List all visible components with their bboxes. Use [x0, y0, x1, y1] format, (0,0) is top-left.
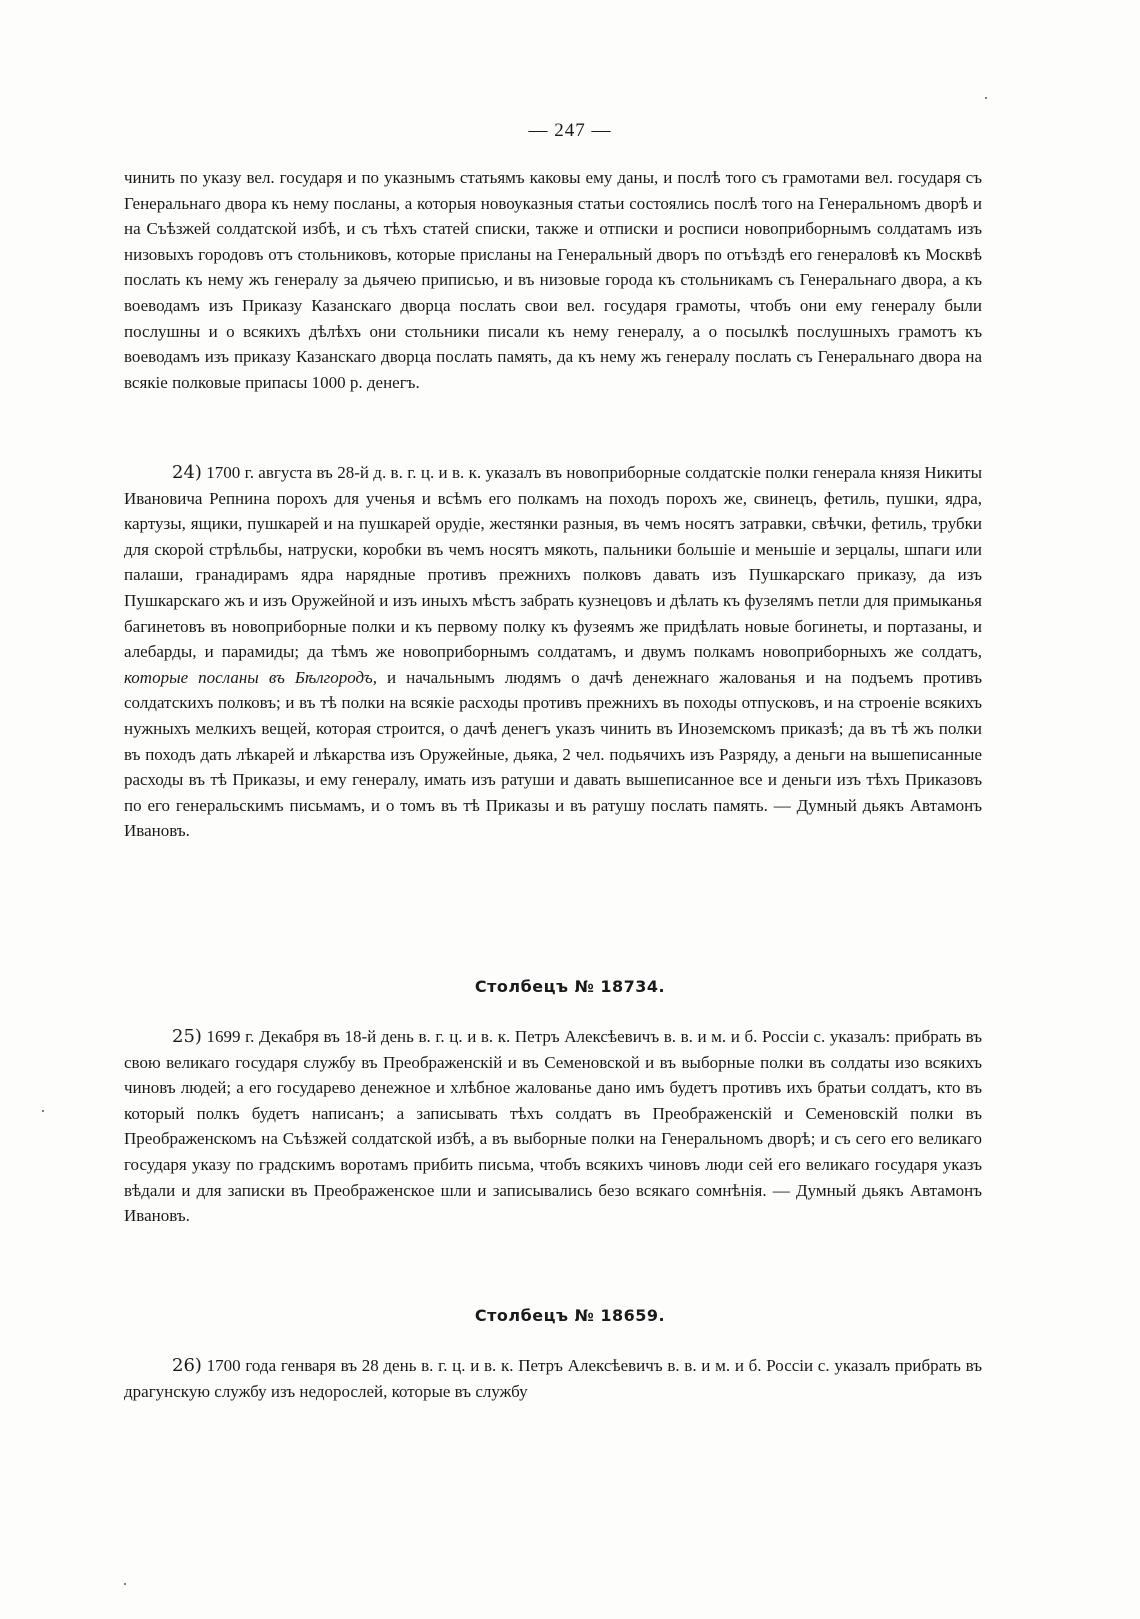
paragraph-26: [124, 1353, 982, 1404]
continuation-paragraph: [124, 165, 982, 395]
section-heading: Столбецъ № 18734.: [474, 977, 666, 996]
paragraph-text: 1700 года генваря въ 28 день в. г. ц. и в. к. Петръ Алексѣевичъ в. в. и м. и б. Россіи с. указалъ прибрать въ драгунскую службу изъ недорослей, которые въ службу: [124, 1356, 982, 1401]
paragraph-number: 26): [172, 1355, 202, 1376]
scan-speck: [42, 1110, 44, 1112]
continuation-text: чинить по указу вел. государя и по указнымъ статьямъ каковы ему даны, и послѣ того съ грамотами вел. государя съ Генеральнаго двора къ нему посланы, а которыя новоуказныя статьи состоялись послѣ того на Генеральномъ дворѣ и на Съѣзжей солдатской избѣ, и съ тѣхъ статей списки, также и отписки и росписи новоприборнымъ солдатамъ изъ низовыхъ городовъ отъ стольниковъ, которые присланы на Генеральный дворъ по отъѣздѣ его генераловѣ къ Москвѣ послать къ нему жъ генералу за дьячею приписью, и въ низовые города къ стольникамъ съ Генеральнаго двора, а къ воеводамъ изъ Приказу Казанскаго дворца послать свои вел. государя грамоты, чтобъ они ему генералу были послушны и о всякихъ дѣлѣхъ они стольники писали къ нему генералу, а о посылкѣ послушныхъ грамотъ къ воеводамъ изъ приказу Казанскаго дворца послать память, да къ нему жъ генералу послать съ Генеральнаго двора на всякіе полковые припасы 1000 р. денегъ.: [124, 168, 982, 392]
paragraph-text: 1699 г. Декабря въ 18-й день в. г. ц. и в. к. Петръ Алексѣевичъ в. в. и м. и б. Россіи с. указалъ: прибрать въ свою великаго государя службу въ Преображенскій и въ Семеновской и въ выборные полки въ солдаты изо всякихъ чиновъ людей; а его государево денежное и хлѣбное жалованье дано имъ будетъ противъ ихъ братьи солдатъ, кто въ который полкъ будетъ написанъ; а записывать тѣхъ солдатъ въ Преображенскій и Семеновскій полки въ Преображенскомъ на Съѣзжей солдатской избѣ, а въ выборные полки на Генеральномъ дворѣ; и съ сего его великаго государя указу по градскимъ воротамъ прибить письма, чтобъ всякихъ чиновъ люди сей его великаго государя указъ вѣдали и для записки въ Преображенское шли и записывались безо всякаго сомнѣнія. — Думный дьякъ Автамонъ Ивановъ.: [124, 1027, 982, 1226]
page-number: — 247 —: [528, 120, 612, 141]
paragraph-text: и начальнымъ людямъ о дачѣ денежнаго жалованья и на подъемъ противъ солдатскихъ полковъ; и въ тѣ полки на всякіе расходы противъ прежнихъ въ походы отпусковъ, и на строеніе всякихъ нужныхъ мелкихъ вещей, которая строится, о дачѣ денегъ указъ чинить въ Иноземскомъ приказѣ; да въ тѣ жъ полки въ походъ дать лѣкарей и лѣкарства изъ Оружейные, дьяка, 2 чел. подьячихъ изъ Разряду, а деньги на вышеписанные расходы въ тѣ Приказы, и ему генералу, имать изъ ратуши и давать вышеписанное все и деньги изъ тѣхъ Приказовъ по его генеральскимъ письмамъ, и о томъ въ тѣ Приказы и въ ратушу послать память. — Думный дьякъ Автамонъ Ивановъ.: [124, 667, 983, 841]
paragraph-24: [124, 460, 982, 844]
paragraph-text: 1700 г. августа въ 28-й д. в. г. ц. и в. к. указалъ въ новоприборные солдатскіе полки генерала князя Никиты Ивановича Репнина порохъ для ученья и всѣмъ его полкамъ на походъ порохъ же, свинецъ, фетиль, пушки, ядра, картузы, ящики, пушкарей и на пушкарей орудіе, жестянки разныя, въ чемъ носятъ затравки, свѣчки, фетиль, трубки для скорой стрѣльбы, натруски, коробки въ чемъ носятъ мякоть, пальники большіе и меньшіе и зерцалы, шпаги или палаши, гранадирамъ ядра нарядные противъ прежнихъ полковъ давать изъ Пушкарскаго приказу, да изъ Пушкарскаго жъ и изъ Оружейной и изъ иныхъ мѣстъ забрать кузнецовъ и дѣлать къ фузелямъ петли для примыканья багинетовъ въ новоприборные полки и къ первому полку къ фузеямъ же придѣлать новые богинеты, и портазаны, и алебарды, и парамиды; да тѣмъ же новоприборнымъ солдатамъ, и двумъ полкамъ новоприборныхъ же солдатъ,: [124, 463, 982, 662]
paragraph-number: 25): [172, 1026, 202, 1047]
paragraph-25: [124, 1024, 982, 1229]
section-heading: Столбецъ № 18659.: [474, 1306, 666, 1325]
paragraph-number: 24): [172, 462, 202, 483]
scan-speck: [124, 1583, 126, 1585]
scan-speck: [985, 97, 987, 99]
italic-phrase: которые посланы въ Бѣлгородъ,: [124, 667, 377, 687]
